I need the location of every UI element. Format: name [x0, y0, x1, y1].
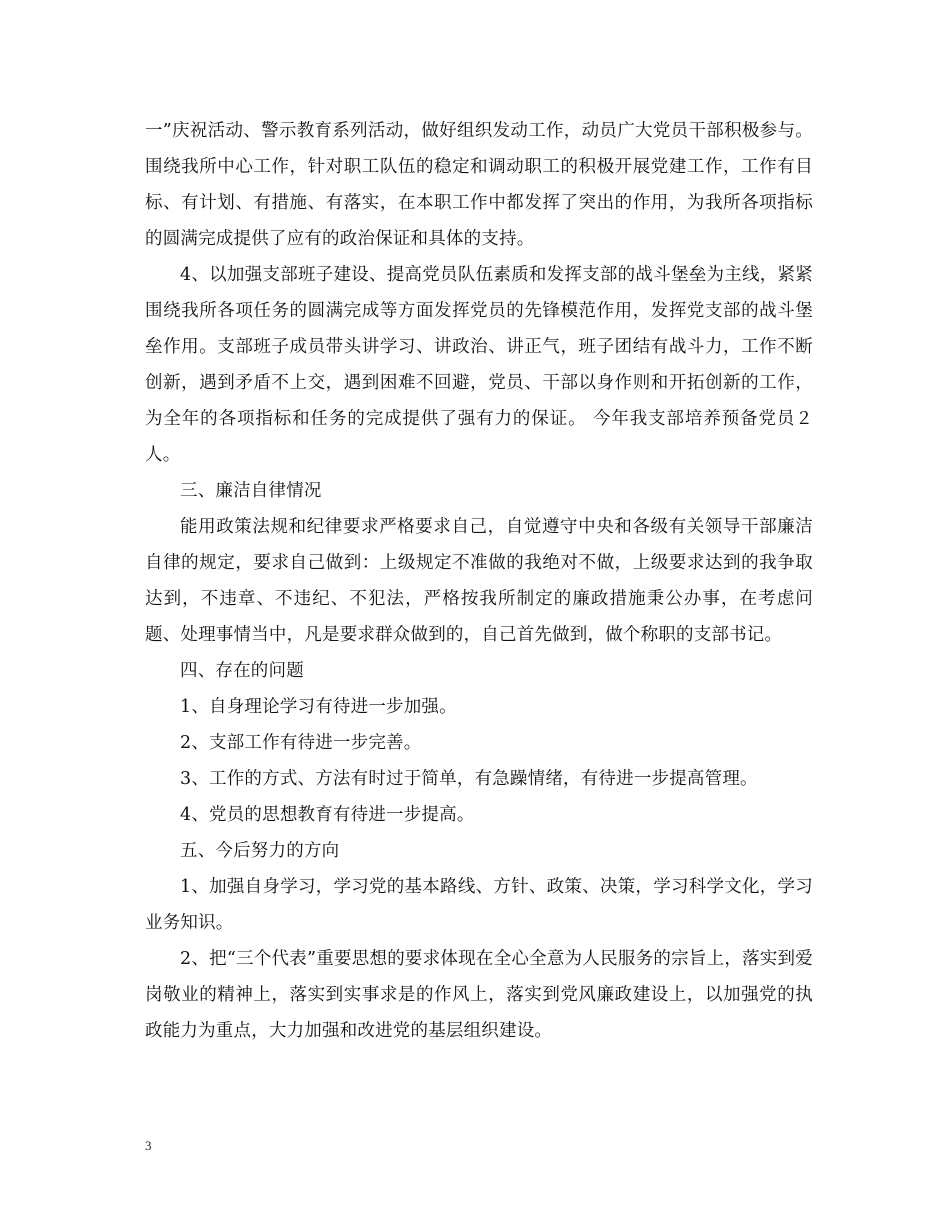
problem-item-2: 2、支部工作有待进一步完善。 [180, 733, 422, 753]
section-heading-5: 五、今后努力的方向 [180, 841, 340, 861]
paragraph-continuation: 一”庆祝活动、警示教育系列活动，做好组织发动工作，动员广大党员干部积极参与。围绕我所中心工作，针对职工队伍的稳定和调动职工的积极开展党建工作，工作有目标、有计划、有措施、有落实，在本职工作中都发挥了突出的作用，为我所各项指标的圆满完成提供了应有的政治保证和具体的支持。 [145, 121, 813, 249]
page-number: 3 [145, 1138, 152, 1153]
section-heading-3: 三、廉洁自律情况 [180, 481, 322, 501]
problem-item-3: 3、工作的方式、方法有时过于简单，有急躁情绪，有待进一步提高管理。 [180, 769, 758, 789]
document-body [145, 113, 813, 1049]
direction-item-1: 1、加强自身学习，学习党的基本路线、方针、政策、决策，学习科学文化，学习业务知识。 [145, 877, 813, 933]
problem-item-4: 4、党员的思想教育有待进一步提高。 [180, 805, 475, 825]
section-heading-4: 四、存在的问题 [180, 661, 304, 681]
problem-item-1: 1、自身理论学习有待进一步加强。 [180, 697, 457, 717]
paragraph-integrity: 能用政策法规和纪律要求严格要求自己，自觉遵守中央和各级有关领导干部廉洁自律的规定，要求自己做到：上级规定不准做的我绝对不做，上级要求达到的我争取达到，不违章、不违纪、不犯法，严格按我所制定的廉政措施秉公办事，在考虑问题、处理事情当中，凡是要求群众做到的，自己首先做到，做个称职的支部书记。 [145, 517, 813, 645]
direction-item-2: 2、把“三个代表”重要思想的要求体现在全心全意为人民服务的宗旨上，落实到爱岗敬业的精神上，落实到实事求是的作风上，落实到党风廉政建设上，以加强党的执政能力为重点，大力加强和改进党的基层组织建设。 [145, 949, 813, 1041]
paragraph-item-4: 4、以加强支部班子建设、提高党员队伍素质和发挥支部的战斗堡垒为主线，紧紧围绕我所各项任务的圆满完成等方面发挥党员的先锋模范作用，发挥党支部的战斗堡垒作用。支部班子成员带头讲学习、讲政治、讲正气，班子团结有战斗力，工作不断创新，遇到矛盾不上交，遇到困难不回避，党员、干部以身作则和开拓创新的工作，为全年的各项指标和任务的完成提供了强有力的保证。 今年我支部培养预备党员２人。 [145, 265, 813, 465]
